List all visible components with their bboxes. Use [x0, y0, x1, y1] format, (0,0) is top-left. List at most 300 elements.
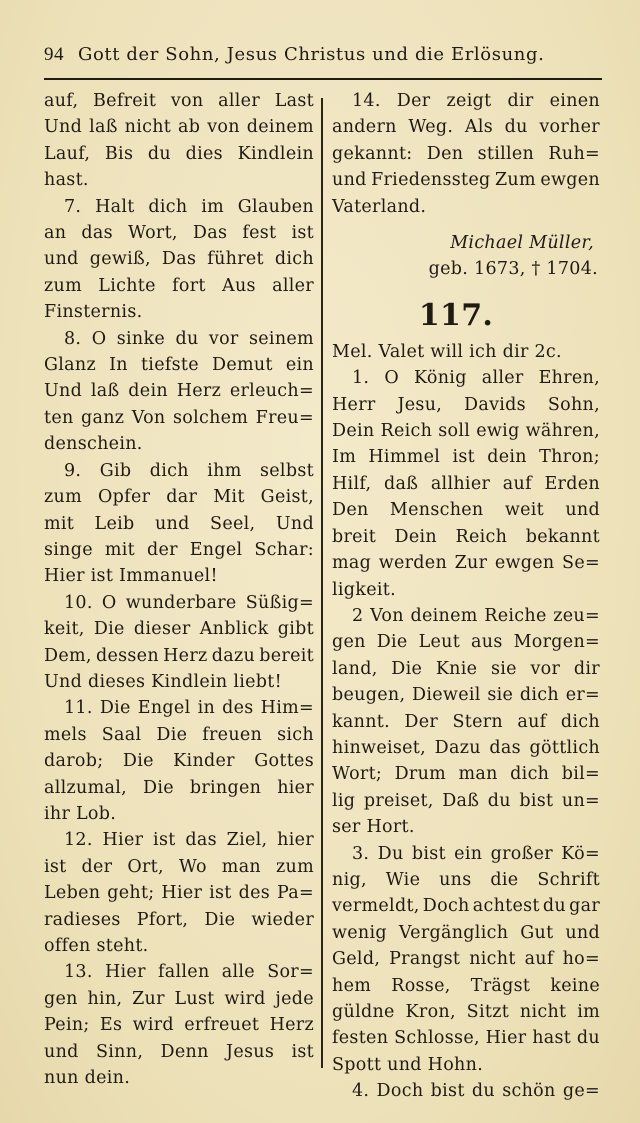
- word: König: [413, 368, 467, 389]
- word: Du: [377, 843, 404, 864]
- text-line: Und dieses Kindlein liebt!: [44, 671, 282, 692]
- page-number: 94: [44, 44, 64, 65]
- word: währen,: [525, 421, 600, 442]
- text-line: [332, 603, 600, 629]
- word: und: [332, 170, 367, 191]
- text-line: [44, 880, 314, 906]
- word: wenig: [332, 922, 387, 943]
- word: Und: [275, 513, 314, 534]
- word: dein: [128, 381, 168, 402]
- word: keine: [550, 975, 600, 996]
- text-line: Spott und Hohn.: [332, 1054, 484, 1075]
- text-line: [332, 114, 600, 140]
- word: das: [185, 830, 217, 851]
- word: Schlosse,: [394, 1028, 480, 1049]
- verse-12: [44, 827, 314, 959]
- word: vor: [530, 658, 561, 679]
- word: von: [207, 117, 240, 138]
- word: Die: [122, 751, 154, 772]
- word: Aus: [222, 275, 256, 296]
- word: fest: [242, 223, 277, 244]
- word: Ruh=: [548, 143, 600, 164]
- word: deinem: [246, 117, 314, 138]
- word: Dazu: [434, 737, 481, 758]
- text-line: [332, 709, 600, 735]
- word: man: [221, 856, 261, 877]
- hymn-verse-1: [332, 365, 600, 603]
- text-line: [44, 643, 314, 669]
- word: Ziel,: [226, 830, 268, 851]
- text-line: [332, 418, 600, 444]
- word: Die: [142, 777, 174, 798]
- word: O: [384, 368, 399, 389]
- text-line: [44, 378, 314, 404]
- text-line: [332, 735, 600, 761]
- word: Rosse,: [391, 975, 451, 996]
- word: Hier: [485, 1028, 527, 1049]
- word: dazu: [211, 645, 256, 666]
- word: geht;: [107, 883, 155, 904]
- word: ist: [153, 830, 176, 851]
- melody-line: Mel. Valet will ich dir 2c.: [332, 341, 562, 362]
- word: man: [458, 764, 498, 785]
- word: Befreit: [93, 91, 157, 111]
- word: 12.: [64, 830, 93, 851]
- word: Gib: [99, 460, 132, 481]
- word: breit: [332, 526, 377, 547]
- text-line: offen steht.: [44, 936, 149, 956]
- text-line: denschein.: [44, 434, 143, 455]
- text-line: Vaterland.: [332, 196, 427, 217]
- word: vermeldt,: [332, 896, 420, 917]
- word: Geist,: [260, 487, 314, 508]
- word: Zur: [132, 988, 165, 1009]
- word: du: [504, 117, 528, 138]
- word: Herz: [269, 1015, 314, 1036]
- word: ten: [44, 407, 74, 428]
- word: bist: [411, 843, 446, 864]
- text-line: ligkeit.: [332, 579, 396, 600]
- word: führet: [207, 249, 264, 270]
- word: Von: [131, 407, 166, 428]
- word: Sitzt: [466, 1002, 510, 1022]
- word: Kindlein: [237, 143, 314, 164]
- word: Der: [404, 711, 439, 732]
- word: und: [154, 513, 190, 534]
- word: Sohn,: [547, 394, 600, 415]
- word: Reich: [380, 421, 433, 442]
- word: du: [542, 896, 566, 917]
- word: Ort,: [127, 856, 164, 877]
- word: Sor=: [267, 962, 314, 983]
- word: auf: [502, 473, 532, 494]
- text-line: [44, 775, 314, 801]
- word: Engel: [137, 698, 191, 719]
- header-rule: [44, 78, 602, 80]
- word: gar: [569, 896, 600, 917]
- word: dein: [487, 447, 527, 468]
- word: Prangst: [389, 949, 461, 970]
- word: Ehren,: [538, 368, 600, 389]
- word: Dein: [332, 421, 375, 442]
- verse-11: [44, 695, 314, 827]
- word: im: [201, 196, 224, 217]
- word: freuen: [202, 724, 263, 745]
- word: Lichte: [98, 275, 156, 296]
- word: zum: [44, 487, 82, 508]
- text-line: [44, 246, 314, 272]
- word: Lauf,: [44, 143, 91, 164]
- word: allhier: [430, 473, 491, 494]
- text-line: [44, 748, 314, 774]
- text-line: [44, 722, 314, 748]
- text-line: [332, 1025, 600, 1051]
- word: Der: [396, 91, 431, 111]
- word: 4.: [352, 1081, 370, 1102]
- word: Wie: [385, 869, 421, 890]
- word: Leben: [44, 883, 101, 904]
- text-line: nun dein.: [44, 1068, 131, 1089]
- word: dir: [573, 658, 600, 679]
- hymn-verse-3: [332, 841, 600, 1079]
- word: und: [565, 922, 600, 943]
- word: hast: [532, 1028, 572, 1049]
- word: Anblick: [199, 619, 269, 640]
- word: uns: [439, 869, 472, 890]
- text-line: [332, 1078, 600, 1104]
- verse-14: [332, 88, 600, 220]
- word: gen: [44, 988, 78, 1009]
- word: Schar:: [254, 539, 314, 560]
- word: wunderbare: [125, 592, 237, 613]
- text-line: [44, 458, 314, 484]
- word: ganz: [81, 407, 125, 428]
- word: dich: [149, 460, 189, 481]
- text-line: [332, 867, 600, 893]
- word: allzumal,: [44, 777, 128, 798]
- word: Und: [44, 117, 83, 138]
- word: Pa=: [276, 883, 314, 904]
- running-title: Gott der Sohn, Jesus Christus und die Erlösung.: [78, 44, 545, 65]
- word: Süßig=: [245, 592, 314, 613]
- word: aller: [481, 368, 524, 389]
- text-line: [44, 827, 314, 853]
- word: schön: [502, 1081, 556, 1102]
- word: ist: [452, 447, 475, 468]
- word: Kinder: [173, 751, 235, 772]
- text-line: [44, 114, 314, 140]
- word: hier: [277, 777, 314, 798]
- word: du: [576, 1028, 600, 1049]
- word: Mit: [213, 487, 245, 508]
- word: festen: [332, 1028, 389, 1049]
- author-name: Michael Müller,: [450, 233, 594, 254]
- text-line: ser Hort.: [332, 817, 415, 838]
- word: darob;: [44, 751, 104, 772]
- word: Friedenssteg: [371, 170, 491, 191]
- word: 9.: [64, 460, 82, 481]
- word: ge=: [562, 1081, 600, 1102]
- author-dates: geb. 1673, † 1704.: [428, 259, 598, 280]
- word: Pfort,: [136, 909, 189, 930]
- word: ewgen: [540, 170, 600, 191]
- word: selbst: [260, 460, 314, 481]
- word: das: [489, 737, 521, 758]
- word: dar: [166, 487, 198, 508]
- word: auf,: [44, 91, 79, 111]
- word: 2: [352, 605, 364, 626]
- word: nicht: [469, 949, 516, 970]
- word: preiset,: [363, 790, 434, 811]
- word: hin,: [87, 988, 123, 1009]
- word: stillen: [477, 143, 535, 164]
- word: bist: [519, 790, 554, 811]
- word: Pein;: [44, 1015, 90, 1036]
- word: Hier: [102, 830, 144, 851]
- text-line: Finsternis.: [44, 302, 143, 323]
- word: Schrift: [537, 869, 600, 890]
- text-line: ihr Lob.: [44, 803, 117, 824]
- word: erfreuet: [184, 1015, 260, 1036]
- word: Sinn,: [96, 1041, 144, 1062]
- word: Das: [192, 223, 228, 244]
- text-line: [44, 1039, 314, 1065]
- text-line: [44, 854, 314, 880]
- column-divider: [321, 98, 323, 1068]
- word: Drum: [394, 764, 447, 785]
- word: Dem,: [44, 645, 92, 666]
- word: daß: [383, 473, 419, 494]
- word: dies: [185, 143, 223, 164]
- word: aller: [272, 275, 314, 296]
- word: Gottes: [254, 751, 314, 772]
- word: werden: [378, 553, 448, 574]
- word: Glanz: [44, 355, 97, 376]
- word: land,: [332, 658, 378, 679]
- word: wird: [132, 1015, 174, 1036]
- word: Engel: [189, 539, 243, 560]
- text-line: [332, 682, 600, 708]
- text-line: [44, 484, 314, 510]
- word: du: [487, 790, 511, 811]
- word: sie: [487, 685, 514, 706]
- word: und: [44, 249, 79, 270]
- text-line: [44, 959, 314, 985]
- text-line: [44, 194, 314, 220]
- word: In: [109, 355, 128, 376]
- word: Him=: [260, 698, 314, 719]
- word: Herz: [163, 645, 208, 666]
- word: ist: [209, 883, 232, 904]
- word: bereit: [259, 645, 314, 666]
- word: gewiß,: [89, 249, 151, 270]
- word: dieser: [133, 619, 191, 640]
- word: laß: [89, 117, 118, 138]
- word: nicht: [124, 117, 172, 138]
- word: ho=: [562, 949, 600, 970]
- word: ewgen: [494, 553, 555, 574]
- word: gen: [332, 632, 366, 653]
- word: Doch: [376, 1081, 424, 1102]
- word: Herr: [332, 394, 376, 415]
- word: Hilf,: [332, 473, 372, 494]
- word: dich: [148, 196, 188, 217]
- word: Opfer: [98, 487, 151, 508]
- word: Glauben: [237, 196, 314, 217]
- hymn-number: 117.: [418, 297, 494, 333]
- word: Halt: [95, 196, 135, 217]
- word: Und: [44, 381, 83, 402]
- verse-8: [44, 326, 314, 458]
- word: aus: [471, 632, 503, 653]
- word: un=: [561, 790, 600, 811]
- text-line: [44, 695, 314, 721]
- text-line: [332, 841, 600, 867]
- verse-9: [44, 458, 314, 590]
- word: sich: [277, 724, 314, 745]
- word: an: [44, 223, 67, 244]
- word: hier: [277, 830, 314, 851]
- right-column: [332, 88, 600, 1105]
- word: dich: [560, 711, 600, 732]
- word: Jesu,: [397, 394, 443, 415]
- word: deinem: [410, 605, 478, 626]
- word: keit,: [44, 619, 85, 640]
- text-line: [332, 788, 600, 814]
- word: Se=: [562, 553, 600, 574]
- word: Den: [332, 500, 369, 521]
- word: du: [471, 1081, 495, 1102]
- word: göttlich: [529, 737, 600, 758]
- word: Jesus: [226, 1041, 275, 1062]
- word: fort: [172, 275, 206, 296]
- word: von: [170, 91, 204, 111]
- word: Die: [93, 619, 125, 640]
- word: Es: [99, 1015, 123, 1036]
- word: Davids: [464, 394, 526, 415]
- hymn-verse-4: [332, 1078, 600, 1104]
- word: ist: [291, 1041, 314, 1062]
- verse-6-continued: [44, 88, 314, 194]
- word: du: [175, 328, 199, 349]
- word: erleuch=: [229, 381, 314, 402]
- word: vor: [208, 328, 239, 349]
- word: Himmel: [368, 447, 441, 468]
- word: Dieweil: [412, 685, 481, 706]
- text-line: [44, 590, 314, 616]
- word: Demut: [211, 355, 273, 376]
- word: des: [222, 698, 254, 719]
- word: Kö=: [561, 843, 600, 864]
- text-line: Hier ist Immanuel!: [44, 566, 218, 587]
- word: der: [81, 856, 113, 877]
- word: Zum: [494, 170, 536, 191]
- word: 7.: [64, 196, 82, 217]
- word: Freu=: [255, 407, 314, 428]
- word: soll: [438, 421, 471, 442]
- word: weit: [504, 500, 544, 521]
- running-header: [44, 44, 602, 74]
- word: Reiche: [484, 605, 547, 626]
- word: 3.: [352, 843, 370, 864]
- word: Doch: [422, 896, 470, 917]
- word: Last: [274, 91, 314, 111]
- word: du: [147, 143, 171, 164]
- word: mit: [104, 539, 135, 560]
- word: ewig: [476, 421, 520, 442]
- word: laß: [90, 381, 120, 402]
- word: Die: [376, 632, 408, 653]
- word: O: [91, 328, 107, 349]
- word: dich: [274, 249, 314, 270]
- word: in: [197, 698, 216, 719]
- text-line: [44, 326, 314, 352]
- word: Das: [161, 249, 197, 270]
- word: Weg.: [408, 117, 454, 138]
- word: 14.: [352, 91, 381, 111]
- word: güldne: [332, 1002, 395, 1022]
- hymn-verse-2: [332, 603, 600, 841]
- text-line: [332, 444, 600, 470]
- text-line: [332, 365, 600, 391]
- text-line: [44, 220, 314, 246]
- word: zum: [276, 856, 314, 877]
- word: zum: [44, 275, 82, 296]
- verse-7: [44, 194, 314, 326]
- word: Saal: [101, 724, 142, 745]
- word: Thron;: [539, 447, 600, 468]
- word: bringen: [189, 777, 262, 798]
- word: wird: [224, 988, 266, 1009]
- word: wieder: [251, 909, 314, 930]
- word: Lust: [174, 988, 215, 1009]
- word: hem: [332, 975, 372, 996]
- text-line: [332, 973, 600, 999]
- word: achtest: [472, 896, 540, 917]
- word: Menschen: [389, 500, 484, 521]
- word: radieses: [44, 909, 121, 930]
- word: O: [101, 592, 117, 613]
- word: alle: [221, 962, 255, 983]
- word: dir: [507, 91, 534, 111]
- text-line: [332, 920, 600, 946]
- word: Hier: [161, 883, 203, 904]
- word: bekannt: [525, 526, 600, 547]
- word: bil=: [561, 764, 600, 785]
- word: Dein: [394, 526, 438, 547]
- word: ist: [291, 223, 314, 244]
- word: 13.: [64, 962, 93, 983]
- text-line: [44, 88, 314, 114]
- word: vorher: [539, 117, 600, 138]
- word: Herz: [176, 381, 222, 402]
- word: er=: [565, 685, 600, 706]
- word: Gut: [520, 922, 554, 943]
- word: im: [577, 1002, 600, 1022]
- text-line: [44, 616, 314, 642]
- word: solchem: [172, 407, 249, 428]
- word: des: [238, 883, 271, 904]
- text-line: [332, 946, 600, 972]
- word: Wort;: [332, 764, 383, 785]
- text-line: [332, 629, 600, 655]
- word: Knie: [435, 658, 478, 679]
- text-line: [44, 352, 314, 378]
- text-line: hast.: [44, 170, 89, 191]
- text-line: [44, 141, 314, 167]
- text-line: [332, 524, 600, 550]
- word: seinem: [249, 328, 314, 349]
